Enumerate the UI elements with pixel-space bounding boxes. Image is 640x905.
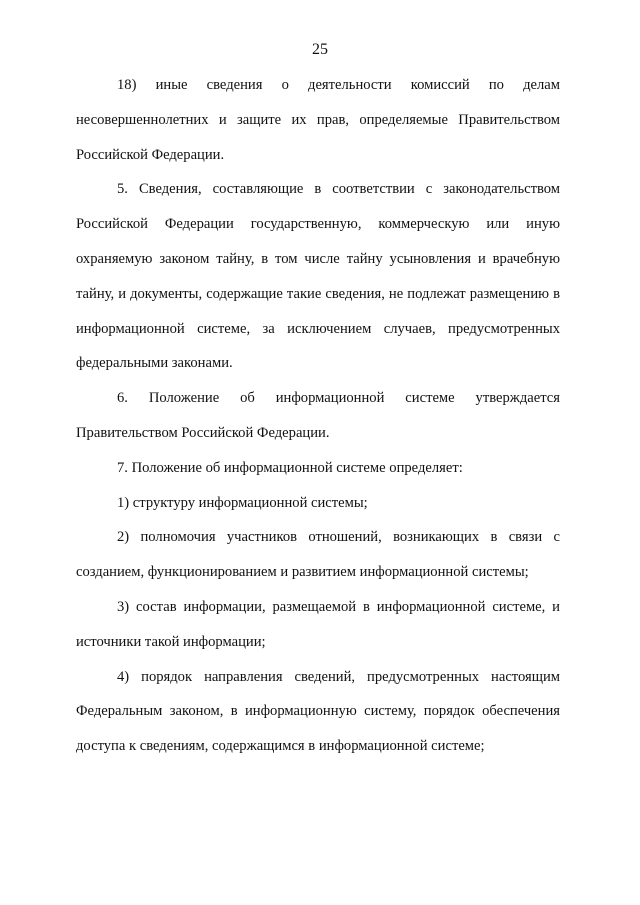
- paragraph-clause-7: 7. Положение об информационной системе определяет:: [117, 459, 463, 476]
- paragraph-clause-5: 5. Сведения, составляющие в соответствии с законодательством Российской Федерации государственную, коммерческую или иную охраняемую законом тайну, в том числе тайну усыновления и врачебную тайну, и документы, содержащие такие сведения, не подлежат размещению в информационной системе, за исключением случаев, предусмотренных федеральными законами.: [76, 181, 560, 372]
- page-number: 25: [312, 41, 328, 58]
- paragraph-item-2: 2) полномочия участников отношений, возникающих в связи с созданием, функционированием и развитием информационной системы;: [76, 529, 560, 581]
- paragraph-item-18: 18) иные сведения о деятельности комиссий по делам несовершеннолетних и защите их прав, определяемые Правительством Российской Федерации.: [76, 77, 560, 163]
- paragraph-clause-6: 6. Положение об информационной системе утверждается Правительством Российской Федерации.: [76, 390, 560, 441]
- paragraph-item-4: 4) порядок направления сведений, предусмотренных настоящим Федеральным законом, в информационную систему, порядок обеспечения доступа к сведениям, содержащимся в информационной системе;: [76, 668, 560, 755]
- paragraph-item-3: 3) состав информации, размещаемой в информационной системе, и источники такой информации;: [76, 598, 560, 650]
- paragraph-item-1: 1) структуру информационной системы;: [117, 494, 368, 511]
- document-body: [76, 68, 560, 764]
